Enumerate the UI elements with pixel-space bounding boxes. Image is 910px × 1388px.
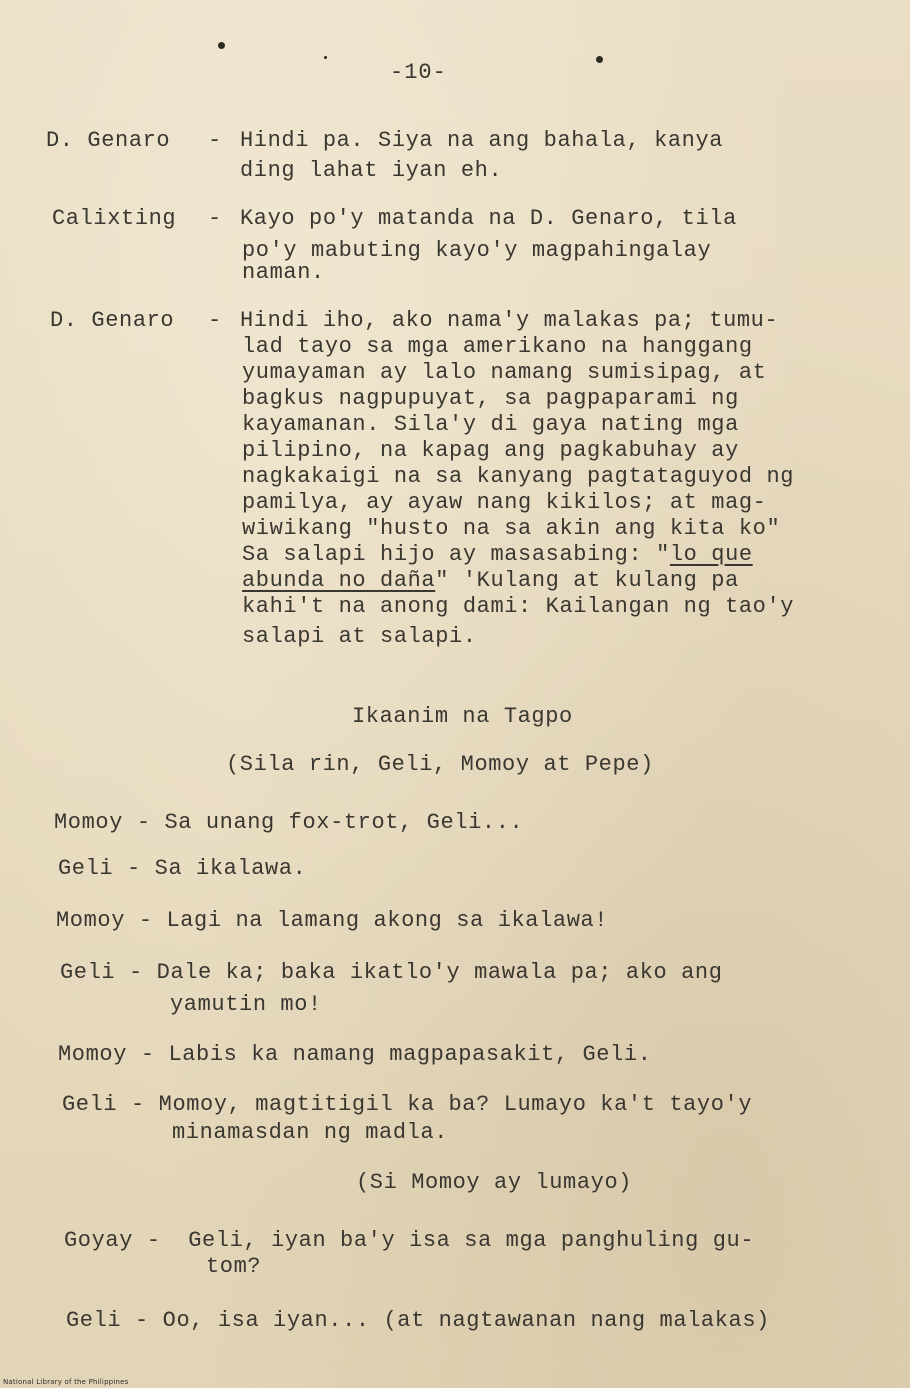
speaker-dash: - (127, 1042, 169, 1067)
dialogue-text: Dale ka; baka ikatlo'y mawala pa; ako ang (156, 960, 723, 985)
dialogue-line (66, 1308, 770, 1334)
dialogue-line (64, 1228, 754, 1254)
speaker-geli: Geli (66, 1308, 122, 1333)
dialogue-text: Labis ka namang magpapasakit, Geli. (168, 1042, 652, 1067)
dialogue-line: lad tayo sa mga amerikano na hanggang (242, 334, 753, 359)
speaker-d-genaro: D. Genaro (50, 308, 175, 333)
speaker-dash: - (121, 1308, 163, 1333)
dialogue-line (54, 810, 523, 836)
dialogue-line: po'y mabuting kayo'y magpahingalay (242, 238, 712, 263)
dialogue-text: Lagi na lamang akong sa ikalawa! (166, 908, 609, 933)
dialogue-text: Geli, iyan ba'y isa sa mga panghuling gu- (188, 1228, 755, 1253)
dialogue-text: Sa ikalawa. (154, 856, 307, 881)
scene-cast: (Sila rin, Geli, Momoy at Pepe) (226, 752, 654, 777)
dialogue-line: yumayaman ay lalo namang sumisipag, at (242, 360, 767, 385)
speaker-goyay: Goyay (64, 1228, 134, 1253)
dialogue-line: Kayo po'y matanda na D. Genaro, tila (240, 206, 737, 231)
dialogue-line: Hindi pa. Siya na ang bahala, kanya (240, 128, 724, 153)
dialogue-line: kahi't na anong dami: Kailangan ng tao'y (242, 594, 795, 619)
speaker-dash: - (208, 128, 222, 153)
speck-mark (324, 56, 327, 59)
speaker-calixting: Calixting (52, 206, 177, 231)
dialogue-line: ding lahat iyan eh. (240, 158, 503, 183)
dialogue-line: wiwikang "husto na sa akin ang kita ko" (242, 516, 781, 541)
speaker-geli: Geli (60, 960, 116, 985)
speaker-dash: - (117, 1092, 159, 1117)
speaker-dash: - (208, 308, 222, 333)
dialogue-line (242, 568, 739, 594)
dialogue-text: Momoy, magtitigil ka ba? Lumayo ka't tayo'y (158, 1092, 753, 1117)
footer-credit: National Library of the Philippines (3, 1378, 129, 1386)
speaker-dash: - (113, 856, 155, 881)
speaker-d-genaro: D. Genaro (46, 128, 171, 153)
dialogue-line: naman. (242, 260, 325, 285)
text-plain: Sa salapi hijo ay masasabing: " (242, 542, 670, 567)
underlined-phrase: lo que (669, 542, 753, 567)
speaker-geli: Geli (62, 1092, 118, 1117)
dialogue-line (62, 1092, 752, 1118)
speaker-geli: Geli (58, 856, 114, 881)
speaker-momoy: Momoy (54, 810, 124, 835)
dialogue-line: Hindi iho, ako nama'y malakas pa; tumu- (240, 308, 779, 333)
dialogue-line (56, 908, 608, 934)
punch-hole-left (218, 42, 225, 49)
dialogue-text: Sa unang fox-trot, Geli... (164, 810, 524, 835)
stage-direction: (Si Momoy ay lumayo) (356, 1170, 633, 1195)
speaker-dash: - (208, 206, 222, 231)
page-number: -10- (390, 60, 447, 85)
dialogue-line: nagkakaigi na sa kanyang pagtataguyod ng (242, 464, 795, 489)
speaker-momoy: Momoy (58, 1042, 128, 1067)
speaker-dash: - (115, 960, 157, 985)
dialogue-line (58, 1042, 652, 1068)
speaker-dash: - (133, 1228, 189, 1253)
speaker-momoy: Momoy (56, 908, 126, 933)
speaker-dash: - (125, 908, 167, 933)
dialogue-line: yamutin mo! (170, 992, 322, 1017)
dialogue-line: pamilya, ay ayaw nang kikilos; at mag- (242, 490, 767, 515)
dialogue-text: Oo, isa iyan... (at nagtawanan nang malakas) (162, 1308, 770, 1333)
dialogue-line (60, 960, 723, 986)
dialogue-line: bagkus nagpupuyat, sa pagpaparami ng (242, 386, 739, 411)
scene-title: Ikaanim na Tagpo (352, 704, 573, 729)
dialogue-line: minamasdan ng madla. (172, 1120, 449, 1145)
underlined-phrase: abunda no daña (242, 568, 436, 593)
dialogue-line: tom? (206, 1254, 262, 1279)
dialogue-line (242, 542, 753, 568)
dialogue-line: kayamanan. Sila'y di gaya nating mga (242, 412, 739, 437)
dialogue-line: salapi at salapi. (242, 624, 477, 649)
speaker-dash: - (123, 810, 165, 835)
text-plain: " 'Kulang at kulang pa (435, 568, 739, 593)
dialogue-line: pilipino, na kapag ang pagkabuhay ay (242, 438, 739, 463)
dialogue-line (58, 856, 306, 882)
punch-hole-right (596, 56, 603, 63)
